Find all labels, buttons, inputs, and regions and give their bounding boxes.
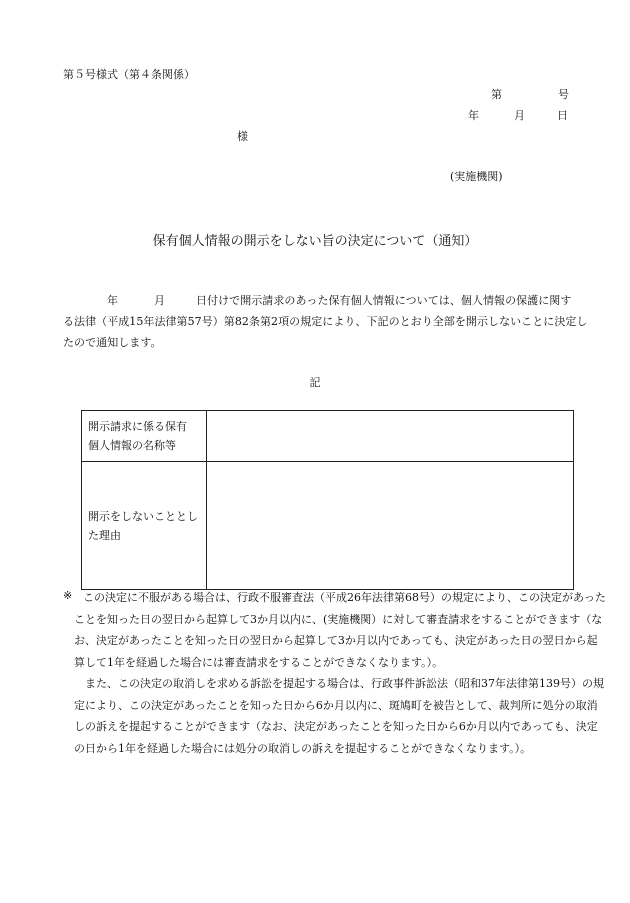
note-line: 定により、この決定があったことを知った日から6か月以内に、斑鳩町を被告として、裁判所に処分の取消 [74,699,598,712]
document-title: 保有個人情報の開示をしない旨の決定について（通知） [152,234,478,249]
table-row [82,462,574,590]
note-mark: ※ [63,589,73,602]
note-line: お、決定があったことを知った日の翌日から起算して3か月以内であっても、決定があった日の翌日から起 [74,634,598,647]
body-line-1-text: 日付けで開示請求のあった保有個人情報については、個人情報の保護に関す [196,294,572,307]
row-label-info-name [82,411,207,462]
body-month-label: 月 [154,294,166,307]
body-line-3: たので通知します。 [63,336,162,349]
form-label: 第５号様式（第４条関係） [63,68,195,81]
issuing-agency: (実施機関) [450,170,503,183]
label-line: 個人情報の名称等 [88,439,176,452]
document-number-suffix: 号 [558,88,569,101]
addressee-suffix: 様 [237,130,248,143]
note-line: この決定に不服がある場合は、行政不服審査法（平成26年法律第68号）の規定により、この決定があった [83,591,606,604]
date-year-label: 年 [468,109,479,122]
note-line: 算して1年を経過した場合には審査請求をすることができなくなります。）。 [74,656,444,669]
table-row [82,411,574,462]
label-line: 開示請求に係る保有 [88,420,187,433]
body-line-1 [63,292,573,308]
record-table [81,410,574,590]
document-number-prefix: 第 [491,88,502,101]
reason-value-cell [207,462,574,590]
ki-heading: 記 [309,376,321,389]
label-line: た理由 [88,528,121,542]
label-line: 開示をしないこととし [88,509,198,523]
note-line: の日から1年を経過した場合には処分の取消しの訴えを提起することができなくなります。）。 [74,742,532,755]
date-day-label: 日 [557,109,568,122]
note-line: また、この決定の取消しを求める訴訟を提起する場合は、行政事件訴訟法（昭和37年法律第139号）の規 [74,677,604,690]
note-line: しの訴えを提起することができます（なお、決定があったことを知った日から6か月以内であっても、決定 [74,720,598,733]
body-line-2: る法律（平成15年法律第57号）第82条第2項の規定により、下記のとおり全部を開示しないことに決定し [63,315,588,328]
note-line: ことを知った日の翌日から起算して3か月以内に、(実施機関）に対して審査請求をすることができます（な [74,613,603,626]
info-name-value-cell [207,411,574,462]
body-year-label: 年 [107,294,119,307]
row-label-reason [82,462,207,590]
date-month-label: 月 [514,109,525,122]
